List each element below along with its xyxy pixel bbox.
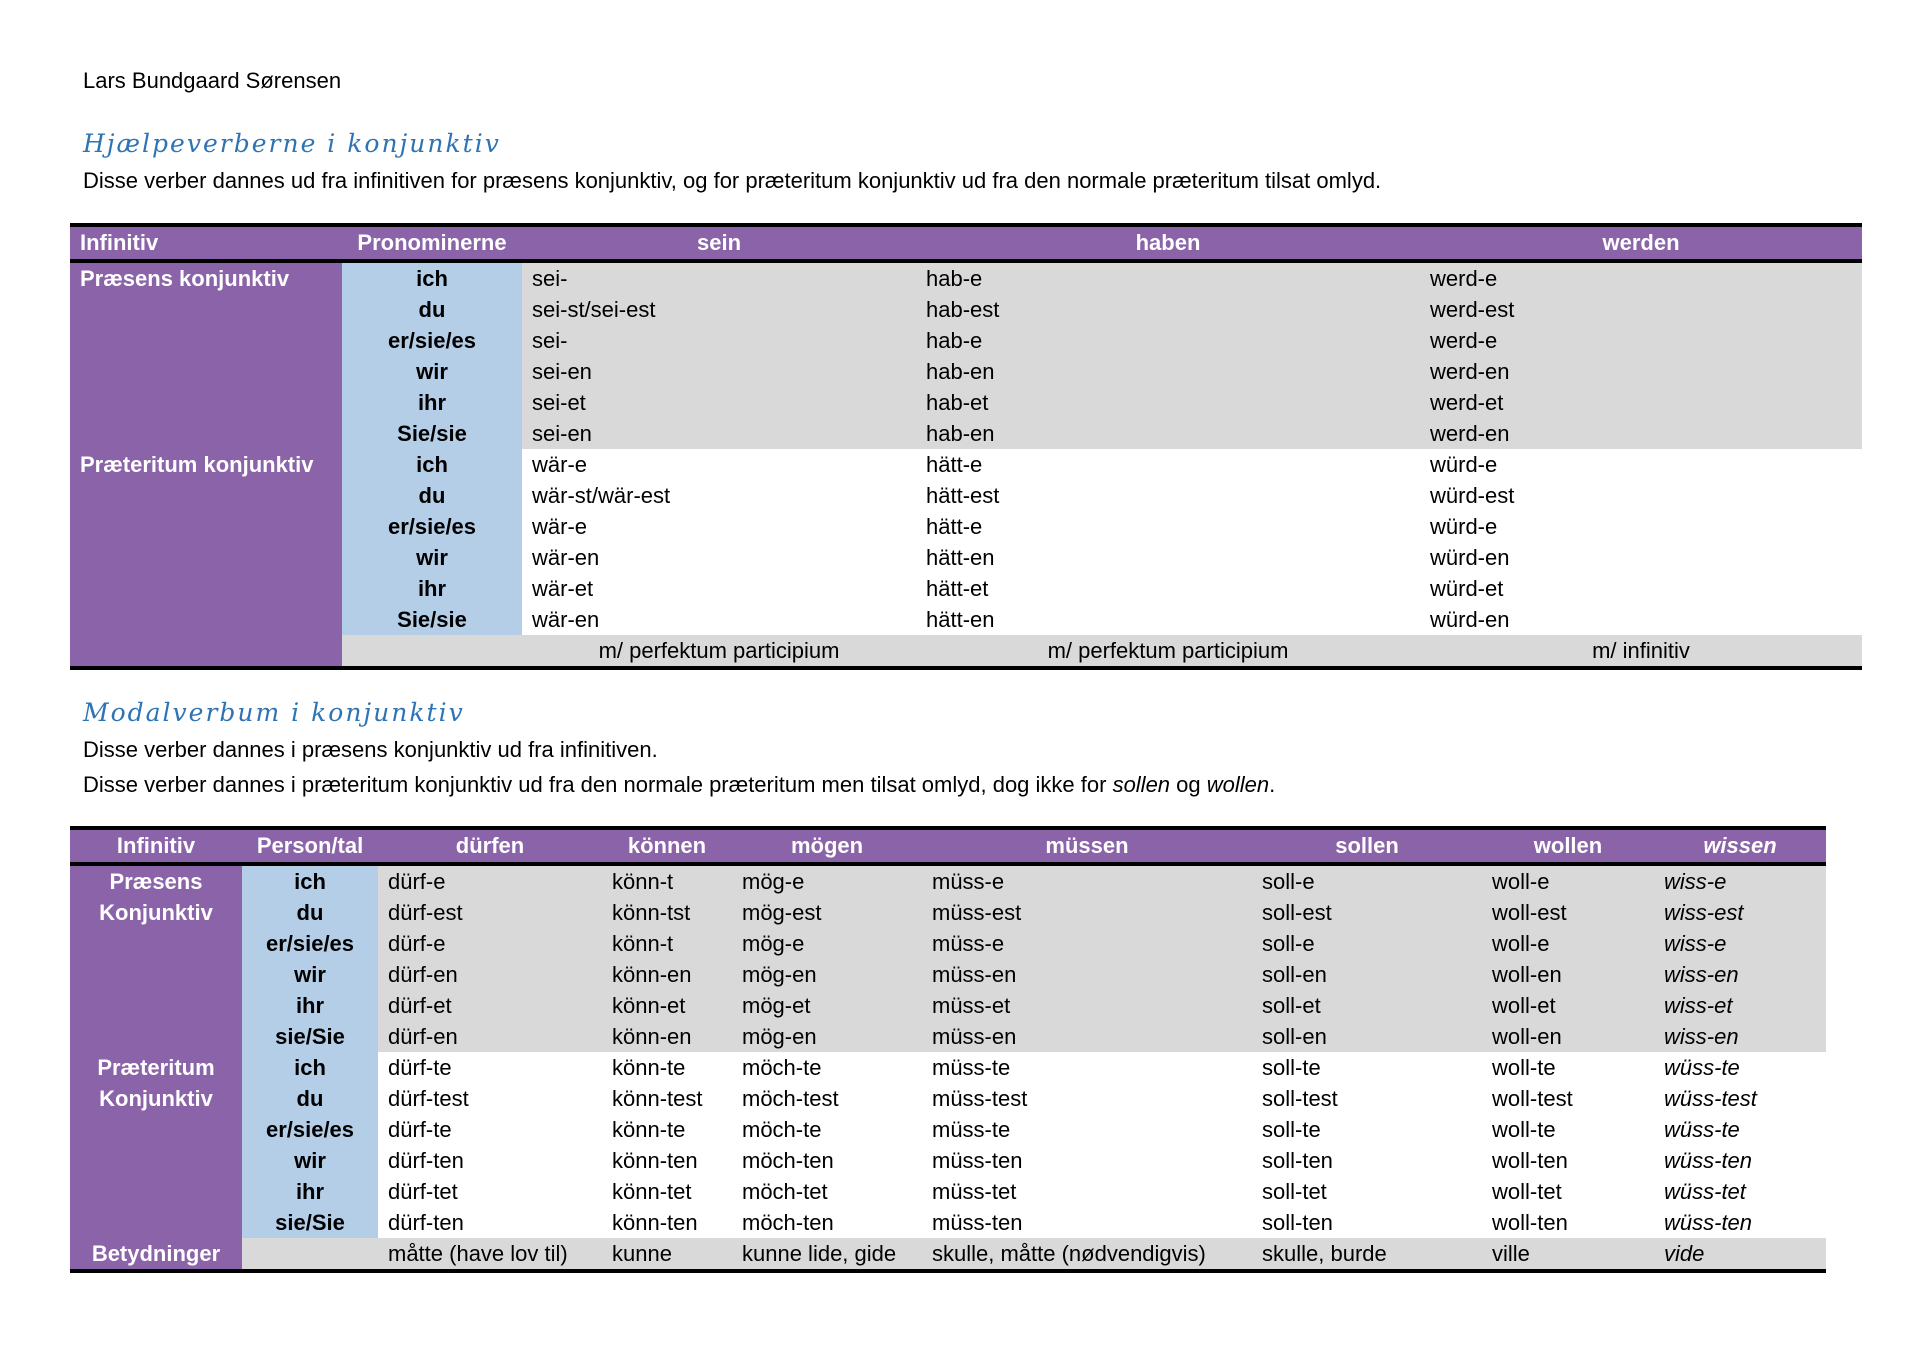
header-infinitiv: Infinitiv [70,225,342,261]
meaning-cell: kunne [602,1238,732,1271]
verb-form-cell: woll-te [1482,1114,1654,1145]
verb-form-cell: hätt-et [916,573,1420,604]
verb-form-cell: müss-ten [922,1145,1252,1176]
group-label-line: Præsens [109,869,203,894]
header-sein: sein [522,225,916,261]
verb-form-cell: müss-et [922,990,1252,1021]
verb-form-cell: dürf-e [378,928,602,959]
pronoun-cell: du [342,480,522,511]
verb-form-cell: wär-en [522,604,916,635]
verb-form-cell: sei-en [522,418,916,449]
verb-form-cell: mög-et [732,990,922,1021]
verb-form-cell: soll-ten [1252,1145,1482,1176]
verb-form-cell: könn-ten [602,1145,732,1176]
verb-form-cell: wüss-te [1654,1052,1826,1083]
meanings-blank-cell [242,1238,378,1271]
table-row [70,864,1826,897]
verb-form-cell: würd-e [1420,449,1862,480]
pronoun-cell: du [242,897,378,928]
section2-text2-wollen: wollen [1206,772,1270,797]
verb-form-cell: müss-test [922,1083,1252,1114]
header-pronominerne: Pronominerne [342,225,522,261]
table-row [70,449,1862,480]
verb-form-cell: soll-e [1252,864,1482,897]
verb-form-cell: müss-en [922,1021,1252,1052]
pronoun-cell: er/sie/es [342,325,522,356]
verb-form-cell: möch-te [732,1114,922,1145]
verb-form-cell: soll-ten [1252,1207,1482,1238]
verb-form-cell: soll-en [1252,1021,1482,1052]
verb-form-cell: wiss-en [1654,1021,1826,1052]
verb-form-cell: sei- [522,325,916,356]
header-mussen: müssen [922,828,1252,864]
verb-form-cell: hab-en [916,418,1420,449]
table-row [70,261,1862,294]
section2-text1: Disse verber dannes i præsens konjunktiv ud fra infinitiven. [83,737,658,762]
section2-heading: Modalverbum i konjunktiv [83,698,465,727]
header-wollen: wollen [1482,828,1654,864]
section2-text2-sollen: sollen [1112,772,1171,797]
verb-form-cell: könn-en [602,1021,732,1052]
header-sollen: sollen [1252,828,1482,864]
verb-form-cell: woll-e [1482,864,1654,897]
meanings-label: Betydninger [70,1238,242,1271]
verb-form-cell: müss-en [922,959,1252,990]
pronoun-cell: du [342,294,522,325]
table-row [70,959,1826,990]
verb-form-cell: dürf-te [378,1114,602,1145]
verb-form-cell: könn-en [602,959,732,990]
verb-form-cell: hab-e [916,261,1420,294]
section2-text2 [83,772,1275,798]
auxiliary-verbs-table [70,223,1862,670]
verb-form-cell: wiss-en [1654,959,1826,990]
pronoun-cell: ich [242,1052,378,1083]
verb-form-cell: dürf-en [378,959,602,990]
verb-form-cell: wüss-ten [1654,1145,1826,1176]
verb-form-cell: möch-ten [732,1145,922,1176]
verb-form-cell: woll-en [1482,959,1654,990]
table-row [70,897,1826,928]
verb-form-cell: hätt-est [916,480,1420,511]
verb-form-cell: dürf-tet [378,1176,602,1207]
verb-form-cell: soll-te [1252,1114,1482,1145]
verb-form-cell: dürf-e [378,864,602,897]
verb-form-cell: sei-st/sei-est [522,294,916,325]
table-row [70,990,1826,1021]
verb-form-cell: soll-te [1252,1052,1482,1083]
pronoun-cell: sie/Sie [242,1021,378,1052]
note-cell: m/ perfektum participium [916,635,1420,668]
verb-form-cell: woll-te [1482,1052,1654,1083]
group-label-line: Konjunktiv [99,900,213,925]
table-row [70,1176,1826,1207]
verb-form-cell: dürf-et [378,990,602,1021]
verb-form-cell: könn-tet [602,1176,732,1207]
verb-form-cell: woll-tet [1482,1176,1654,1207]
table-row [70,1021,1826,1052]
verb-form-cell: könn-te [602,1114,732,1145]
meaning-cell: kunne lide, gide [732,1238,922,1271]
verb-form-cell: müss-ten [922,1207,1252,1238]
verb-form-cell: würd-e [1420,511,1862,542]
verb-form-cell: hätt-en [916,542,1420,573]
table-row [70,1145,1826,1176]
verb-form-cell: mög-e [732,864,922,897]
verb-form-cell: soll-e [1252,928,1482,959]
verb-form-cell: hab-e [916,325,1420,356]
meaning-cell: vide [1654,1238,1826,1271]
verb-form-cell: wär-et [522,573,916,604]
pronoun-cell: ihr [342,573,522,604]
section2-text2-e: . [1269,772,1276,797]
verb-form-cell: dürf-te [378,1052,602,1083]
header-haben: haben [916,225,1420,261]
verb-form-cell: möch-te [732,1052,922,1083]
group-label-praesens: Præsens konjunktiv [70,261,342,449]
section1-heading: Hjælpeverberne i konjunktiv [83,129,501,158]
verb-form-cell: mög-est [732,897,922,928]
verb-form-cell: woll-ten [1482,1145,1654,1176]
verb-form-cell: möch-tet [732,1176,922,1207]
header-person-tal: Person/tal [242,828,378,864]
verb-form-cell: hab-en [916,356,1420,387]
table-header-row [70,225,1862,261]
verb-form-cell: woll-est [1482,897,1654,928]
note-cell: m/ infinitiv [1420,635,1862,668]
pronoun-cell: ihr [342,387,522,418]
verb-form-cell: werd-e [1420,261,1862,294]
verb-form-cell: würd-et [1420,573,1862,604]
verb-form-cell: hätt-e [916,511,1420,542]
meaning-cell: ville [1482,1238,1654,1271]
pronoun-cell: wir [242,959,378,990]
verb-form-cell: müss-te [922,1114,1252,1145]
verb-form-cell: woll-en [1482,1021,1654,1052]
verb-form-cell: hätt-e [916,449,1420,480]
author-name: Lars Bundgaard Sørensen [83,68,342,93]
verb-form-cell: soll-et [1252,990,1482,1021]
header-wissen: wissen [1654,828,1826,864]
verb-form-cell: möch-ten [732,1207,922,1238]
table-header-row [70,828,1826,864]
verb-form-cell: könn-t [602,928,732,959]
verb-form-cell: könn-et [602,990,732,1021]
verb-form-cell: hab-et [916,387,1420,418]
pronoun-cell: du [242,1083,378,1114]
verb-form-cell: dürf-en [378,1021,602,1052]
verb-form-cell: dürf-est [378,897,602,928]
pronoun-cell: wir [242,1145,378,1176]
pronoun-cell: er/sie/es [342,511,522,542]
verb-form-cell: wär-st/wär-est [522,480,916,511]
meaning-cell: skulle, måtte (nødvendigvis) [922,1238,1252,1271]
verb-form-cell: mög-e [732,928,922,959]
header-infinitiv: Infinitiv [70,828,242,864]
verb-form-cell: werd-est [1420,294,1862,325]
pronoun-cell: ihr [242,1176,378,1207]
verb-form-cell: dürf-ten [378,1145,602,1176]
verb-form-cell: wiss-et [1654,990,1826,1021]
group-label-line: Præteritum [97,1055,215,1080]
group-label-praeteritum [70,1052,242,1238]
verb-form-cell: könn-tst [602,897,732,928]
verb-form-cell: hätt-en [916,604,1420,635]
verb-form-cell: woll-ten [1482,1207,1654,1238]
section2-text2-c: og [1170,772,1207,797]
verb-form-cell: wär-e [522,511,916,542]
modal-verbs-table [70,826,1826,1273]
verb-form-cell: mög-en [732,959,922,990]
notes-blank-cell [342,635,522,668]
table-row [70,1114,1826,1145]
pronoun-cell: ich [242,864,378,897]
verb-form-cell: soll-en [1252,959,1482,990]
verb-form-cell: dürf-test [378,1083,602,1114]
verb-form-cell: würd-est [1420,480,1862,511]
header-werden: werden [1420,225,1862,261]
pronoun-cell: ihr [242,990,378,1021]
pronoun-cell: Sie/sie [342,418,522,449]
table-row [70,928,1826,959]
verb-form-cell: müss-tet [922,1176,1252,1207]
verb-form-cell: müss-est [922,897,1252,928]
verb-form-cell: werd-en [1420,356,1862,387]
verb-form-cell: wiss-est [1654,897,1826,928]
verb-form-cell: wiss-e [1654,864,1826,897]
verb-form-cell: müss-te [922,1052,1252,1083]
verb-form-cell: würd-en [1420,542,1862,573]
verb-form-cell: wär-en [522,542,916,573]
header-mogen: mögen [732,828,922,864]
section2-text2-a: Disse verber dannes i præteritum konjunktiv ud fra den normale præteritum men tilsat omlyd, dog ikke for [83,772,1113,797]
pronoun-cell: wir [342,542,522,573]
verb-form-cell: wüss-ten [1654,1207,1826,1238]
pronoun-cell: sie/Sie [242,1207,378,1238]
verb-form-cell: möch-test [732,1083,922,1114]
group-label-praeteritum: Præteritum konjunktiv [70,449,342,668]
header-konnen: können [602,828,732,864]
verb-form-cell: wüss-tet [1654,1176,1826,1207]
pronoun-cell: wir [342,356,522,387]
verb-form-cell: würd-en [1420,604,1862,635]
pronoun-cell: er/sie/es [242,1114,378,1145]
header-durfen: dürfen [378,828,602,864]
verb-form-cell: woll-e [1482,928,1654,959]
verb-form-cell: könn-ten [602,1207,732,1238]
verb-form-cell: sei- [522,261,916,294]
meanings-row [70,1238,1826,1271]
verb-form-cell: sei-et [522,387,916,418]
note-cell: m/ perfektum participium [522,635,916,668]
pronoun-cell: ich [342,261,522,294]
verb-form-cell: könn-t [602,864,732,897]
pronoun-cell: ich [342,449,522,480]
verb-form-cell: soll-tet [1252,1176,1482,1207]
verb-form-cell: könn-test [602,1083,732,1114]
verb-form-cell: wüss-test [1654,1083,1826,1114]
verb-form-cell: werd-e [1420,325,1862,356]
meaning-cell: skulle, burde [1252,1238,1482,1271]
section1-text: Disse verber dannes ud fra infinitiven for præsens konjunktiv, og for præteritum konjunktiv ud fra den normale præteritum tilsat omlyd. [83,168,1382,193]
verb-form-cell: wiss-e [1654,928,1826,959]
verb-form-cell: sei-en [522,356,916,387]
pronoun-cell: er/sie/es [242,928,378,959]
group-label-line: Konjunktiv [99,1086,213,1111]
verb-form-cell: soll-est [1252,897,1482,928]
pronoun-cell: Sie/sie [342,604,522,635]
verb-form-cell: wüss-te [1654,1114,1826,1145]
meaning-cell: måtte (have lov til) [378,1238,602,1271]
group-label-praesens [70,864,242,1052]
verb-form-cell: soll-test [1252,1083,1482,1114]
verb-form-cell: könn-te [602,1052,732,1083]
verb-form-cell: woll-et [1482,990,1654,1021]
verb-form-cell: werd-en [1420,418,1862,449]
verb-form-cell: werd-et [1420,387,1862,418]
verb-form-cell: wär-e [522,449,916,480]
table-row [70,1052,1826,1083]
verb-form-cell: dürf-ten [378,1207,602,1238]
table-row [70,1207,1826,1238]
verb-form-cell: hab-est [916,294,1420,325]
table-row [70,1083,1826,1114]
verb-form-cell: müss-e [922,928,1252,959]
verb-form-cell: mög-en [732,1021,922,1052]
verb-form-cell: müss-e [922,864,1252,897]
verb-form-cell: woll-test [1482,1083,1654,1114]
